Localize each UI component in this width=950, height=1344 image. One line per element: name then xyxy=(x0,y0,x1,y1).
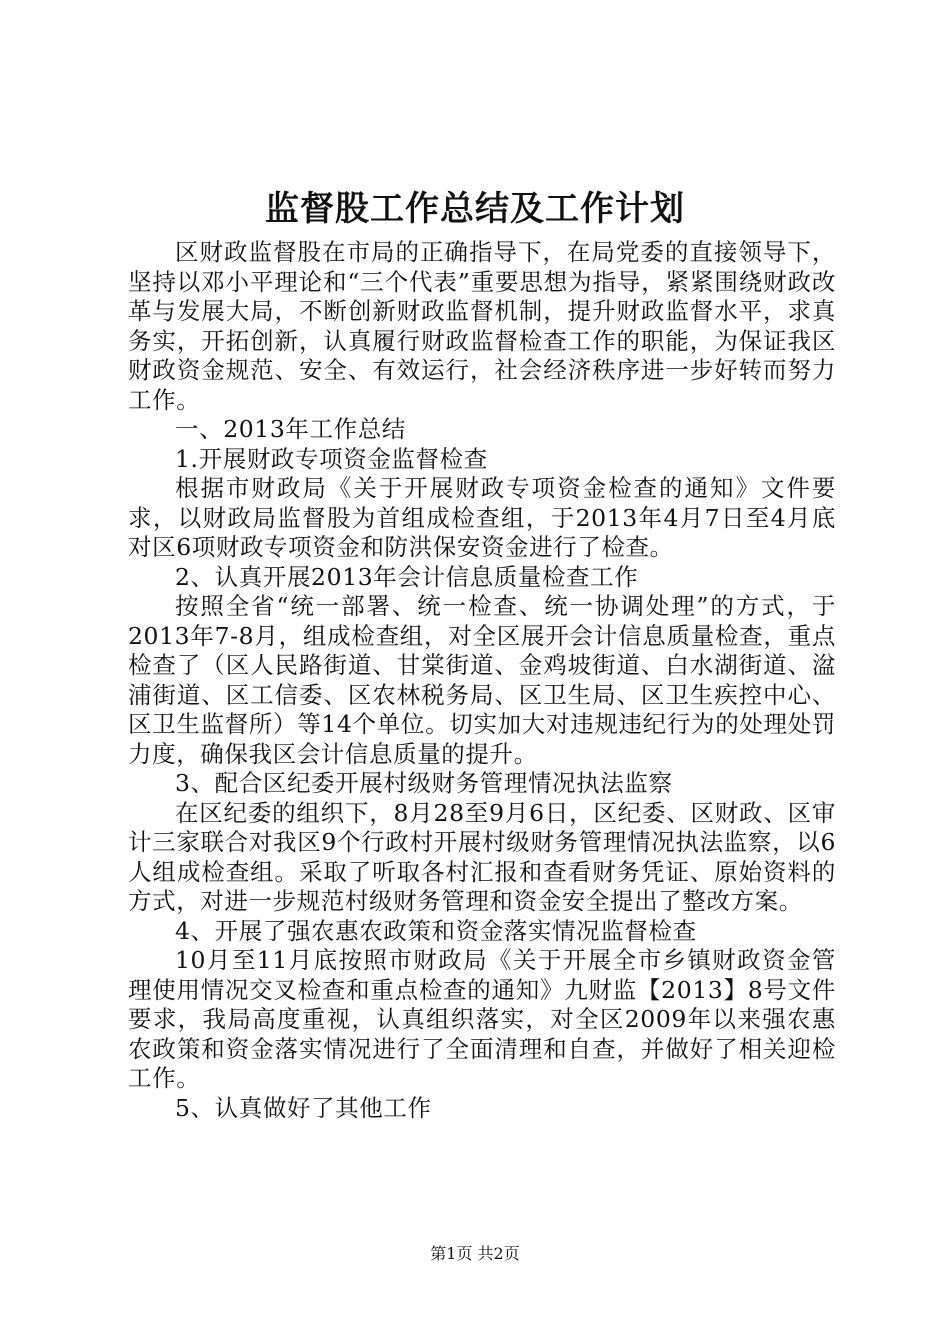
subsection-heading-2: 2、认真开展2013年会计信息质量检查工作 xyxy=(175,562,639,591)
intro-paragraph: 区财政监督股在市局的正确指导下，在局党委的直接领导下，坚持以邓小平理论和“三个代表”重要思想为指导，紧紧围绕财政改革与发展大局，不断创新财政监督机制，提升财政监督水平，求真务实，开拓创新，认真履行财政监督检查工作的职能，为保证我区财政资金规范、安全、有效运行，社会经济秩序进一步好转而努力工作。 xyxy=(128,238,836,414)
subsection-heading-3: 3、配合区纪委开展村级财务管理情况执法监察 xyxy=(175,769,673,797)
document-body xyxy=(128,238,836,1123)
subsection-heading-4: 4、开展了强农惠农政策和资金落实情况监督检查 xyxy=(175,916,697,945)
document-title: 监督股工作总结及工作计划 xyxy=(265,189,685,229)
subsection-heading-1: 1.开展财政专项资金监督检查 xyxy=(175,444,488,473)
subsection-paragraph-1: 根据市财政局《关于开展财政专项资金检查的通知》文件要求，以财政局监督股为首组成检查组，于2013年4月7日至4月底对区6项财政专项资金和防洪保安资金进行了检查。 xyxy=(128,474,836,561)
subsection-paragraph-2: 按照全省“统一部署、统一检查、统一协调处理”的方式，于2013年7-8月，组成检查组，对全区展开会计信息质量检查，重点检查了（区人民路街道、甘棠街道、金鸡坡街道、白水湖街道、湓浦街道、区工信委、区农林税务局、区卫生局、区卫生疾控中心、区卫生监督所）等14个单位。切实加大对违规违纪行为的处理处罚力度，确保我区会计信息质量的提升。 xyxy=(128,592,836,768)
page-footer: 第1页 共2页 xyxy=(430,1244,520,1263)
subsection-heading-5: 5、认真做好了其他工作 xyxy=(175,1093,432,1122)
subsection-paragraph-3: 在区纪委的组织下，8月28至9月6日，区纪委、区财政、区审计三家联合对我区9个行政村开展村级财务管理情况执法监察，以6人组成检查组。采取了听取各村汇报和查看财务凭证、原始资料的方式，对进一步规范村级财务管理和资金安全提出了整改方案。 xyxy=(128,798,836,915)
section-heading-summary: 一、2013年工作总结 xyxy=(175,415,406,443)
subsection-paragraph-4: 10月至11月底按照市财政局《关于开展全市乡镇财政资金管理使用情况交叉检查和重点检查的通知》九财监【2013】8号文件要求，我局高度重视，认真组织落实，对全区2009年以来强农惠农政策和资金落实情况进行了全面清理和自查，并做好了相关迎检工作。 xyxy=(128,946,836,1092)
